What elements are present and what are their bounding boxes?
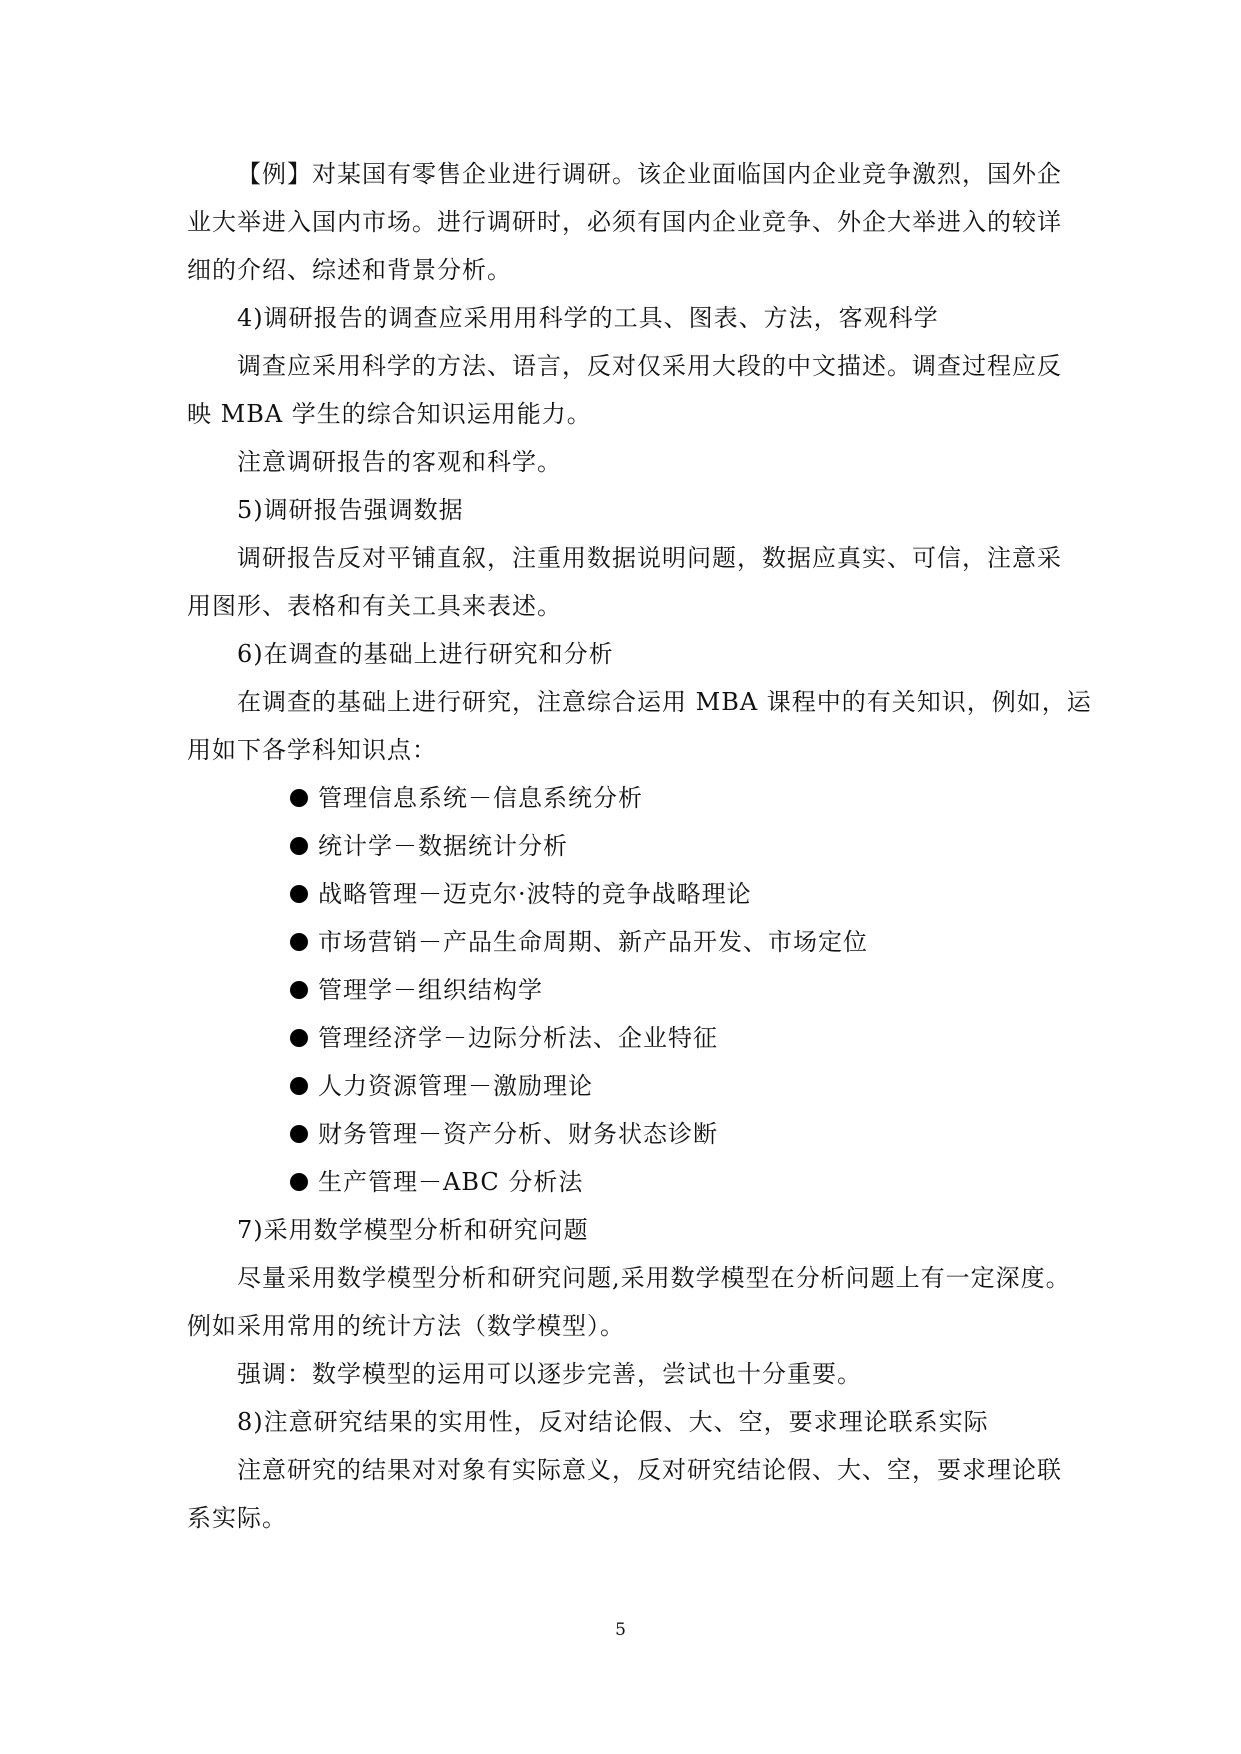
para-8-line-1: 注意研究的结果对对象有实际意义，反对研究结论假、大、空，要求理论联	[237, 1456, 1062, 1484]
para-4-note: 注意调研报告的客观和科学。	[237, 448, 562, 476]
bullet-dot-icon	[290, 933, 308, 951]
bullet-dot-icon	[290, 837, 308, 855]
heading-5: 5)调研报告强调数据	[237, 496, 464, 524]
bullet-item: 管理信息系统－信息系统分析	[290, 774, 643, 822]
bullet-item: 生产管理－ABC 分析法	[290, 1158, 583, 1206]
para-4-line-1: 调查应采用科学的方法、语言，反对仅采用大段的中文描述。调查过程应反	[237, 352, 1062, 380]
para-5-line-1: 调研报告反对平铺直叙，注重用数据说明问题，数据应真实、可信，注意采	[237, 544, 1062, 572]
bullet-item: 管理经济学－边际分析法、企业特征	[290, 1014, 718, 1062]
page-number: 5	[615, 1620, 626, 1640]
heading-6: 6)在调查的基础上进行研究和分析	[237, 640, 614, 668]
bullet-dot-icon	[290, 1173, 308, 1191]
example-line-1: 【例】对某国有零售企业进行调研。该企业面临国内企业竞争激烈，国外企	[237, 160, 1062, 188]
bullet-item: 市场营销－产品生命周期、新产品开发、市场定位	[290, 918, 868, 966]
para-7-line-1: 尽量采用数学模型分析和研究问题,采用数学模型在分析问题上有一定深度。	[237, 1264, 1071, 1292]
bullet-dot-icon	[290, 1125, 308, 1143]
para-7-line-2: 例如采用常用的统计方法（数学模型）。	[187, 1312, 625, 1340]
example-line-3: 细的介绍、综述和背景分析。	[187, 256, 512, 284]
bullet-dot-icon	[290, 885, 308, 903]
bullet-item: 战略管理－迈克尔·波特的竞争战略理论	[290, 870, 752, 918]
heading-7: 7)采用数学模型分析和研究问题	[237, 1216, 589, 1244]
heading-8: 8)注意研究结果的实用性，反对结论假、大、空，要求理论联系实际	[237, 1408, 989, 1436]
bullet-item: 统计学－数据统计分析	[290, 822, 568, 870]
bullet-dot-icon	[290, 981, 308, 999]
bullet-dot-icon	[290, 1029, 308, 1047]
bullet-item: 管理学－组织结构学	[290, 966, 543, 1014]
para-4-line-2: 映 MBA 学生的综合知识运用能力。	[187, 400, 592, 428]
para-5-line-2: 用图形、表格和有关工具来表述。	[187, 592, 562, 620]
para-8-line-2: 系实际。	[187, 1504, 287, 1532]
bullet-dot-icon	[290, 1077, 308, 1095]
bullet-dot-icon	[290, 789, 308, 807]
heading-4: 4)调研报告的调查应采用用科学的工具、图表、方法，客观科学	[237, 304, 939, 332]
para-6-line-1: 在调查的基础上进行研究，注意综合运用 MBA 课程中的有关知识，例如，运	[237, 688, 1092, 716]
bullet-item: 人力资源管理－激励理论	[290, 1062, 593, 1110]
para-7-emphasis: 强调：数学模型的运用可以逐步完善，尝试也十分重要。	[237, 1360, 862, 1388]
para-6-line-2: 用如下各学科知识点：	[187, 736, 437, 764]
example-line-2: 业大举进入国内市场。进行调研时，必须有国内企业竞争、外企大举进入的较详	[187, 208, 1062, 236]
bullet-item: 财务管理－资产分析、财务状态诊断	[290, 1110, 718, 1158]
